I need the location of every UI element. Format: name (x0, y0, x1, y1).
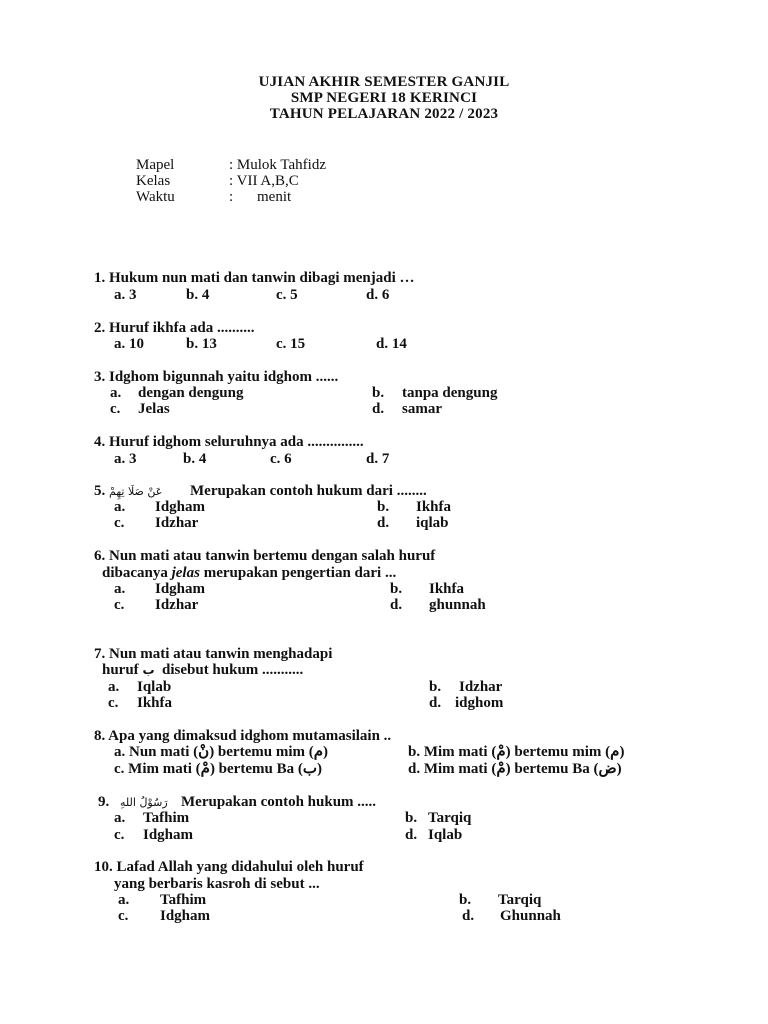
question-7-line-2 (102, 662, 303, 678)
q3-option-c: Jelas (138, 401, 170, 417)
academic-year: TAHUN PELAJARAN 2022 / 2023 (269, 106, 499, 122)
q9-option-d-letter: d. (405, 827, 418, 843)
q6-option-d-letter: d. (390, 597, 403, 613)
q6-emphasis: jelas (171, 565, 200, 581)
q1-option-d: d. 6 (366, 287, 390, 303)
q6-text-pre: dibacanya (102, 565, 168, 581)
q6-text-post: merupakan pengertian dari ... (203, 565, 397, 581)
q7-option-b-letter: b. (429, 679, 442, 695)
q8-option-d: d. Mim mati (مْ) bertemu Ba (ض) (408, 761, 622, 777)
q9-option-b-letter: b. (405, 810, 418, 826)
q9-option-d: Iqlab (428, 827, 463, 843)
q10-option-c: Idgham (160, 908, 211, 924)
q5-option-d: iqlab (416, 515, 449, 531)
question-6-line-1: 6. Nun mati atau tanwin bertemu dengan salah huruf (94, 548, 436, 564)
question-1: 1. Hukum nun mati dan tanwin dibagi menjadi … (94, 270, 415, 286)
question-6-line-2 (102, 565, 396, 581)
question-5-arabic: عَنْ صَلَا تِهِمْ (109, 485, 163, 498)
q7-text-pre: huruf (102, 662, 139, 678)
q7-arabic-letter: ب (142, 663, 155, 677)
q1-option-c: c. 5 (276, 287, 298, 303)
q6-option-b-letter: b. (390, 581, 403, 597)
q3-option-a-letter: a. (110, 385, 122, 401)
q2-option-c: c. 15 (276, 336, 306, 352)
q3-option-a: dengan dengung (138, 385, 244, 401)
q7-option-d: idghom (455, 695, 504, 711)
q2-option-d: d. 14 (376, 336, 407, 352)
q3-option-b: tanpa dengung (402, 385, 498, 401)
waktu-value: menit (257, 189, 292, 205)
q10-option-b-letter: b. (459, 892, 472, 908)
question-3: 3. Idghom bigunnah yaitu idghom ...... (94, 369, 339, 385)
q10-option-d: Ghunnah (500, 908, 561, 924)
q10-option-a: Tafhim (160, 892, 207, 908)
q7-option-a: Iqlab (137, 679, 172, 695)
question-9-arabic: رَسُوْلُ اللهِ (120, 796, 168, 809)
q7-option-c-letter: c. (108, 695, 119, 711)
q1-option-b: b. 4 (186, 287, 210, 303)
q10-option-b: Tarqiq (498, 892, 542, 908)
question-9: Merupakan contoh hukum ..... (181, 794, 377, 810)
q5-option-d-letter: d. (377, 515, 390, 531)
q6-option-a: Idgham (155, 581, 206, 597)
q4-option-b: b. 4 (183, 451, 207, 467)
q7-option-d-letter: d. (429, 695, 442, 711)
q9-option-a-letter: a. (114, 810, 126, 826)
q5-option-c-letter: c. (114, 515, 125, 531)
q8-option-b: b. Mim mati (مْ) bertemu mim (م) (408, 744, 625, 760)
q6-option-a-letter: a. (114, 581, 126, 597)
waktu-label: Waktu (136, 189, 175, 205)
q5-option-a-letter: a. (114, 499, 126, 515)
q10-option-d-letter: d. (462, 908, 475, 924)
q7-option-c: Ikhfa (137, 695, 173, 711)
q3-option-d-letter: d. (372, 401, 385, 417)
q7-option-a-letter: a. (108, 679, 120, 695)
exam-title: UJIAN AKHIR SEMESTER GANJIL (258, 74, 510, 90)
q2-option-a: a. 10 (114, 336, 144, 352)
q9-option-c: Idgham (143, 827, 194, 843)
q10-option-c-letter: c. (118, 908, 129, 924)
q1-option-a: a. 3 (114, 287, 137, 303)
q3-option-d: samar (402, 401, 442, 417)
question-5: Merupakan contoh hukum dari ........ (190, 483, 427, 499)
q8-option-c: c. Mim mati (مْ) bertemu Ba (ب) (114, 761, 322, 777)
q9-option-c-letter: c. (114, 827, 125, 843)
question-7-line-1: 7. Nun mati atau tanwin menghadapi (94, 646, 333, 662)
q3-option-b-letter: b. (372, 385, 385, 401)
mapel-value: : Mulok Tahfidz (229, 157, 326, 173)
q9-option-b: Tarqiq (428, 810, 472, 826)
q5-option-b: Ikhfa (416, 499, 452, 515)
question-4: 4. Huruf idghom seluruhnya ada ............... (94, 434, 364, 450)
q9-option-a: Tafhim (143, 810, 190, 826)
q7-option-b: Idzhar (459, 679, 503, 695)
waktu-colon: : (229, 189, 234, 205)
question-5-number: 5. (94, 483, 106, 499)
q6-option-c: Idzhar (155, 597, 199, 613)
q2-option-b: b. 13 (186, 336, 217, 352)
school-name: SMP NEGERI 18 KERINCI (290, 90, 478, 106)
q7-text-post: disebut hukum ........... (162, 662, 304, 678)
q8-option-a: a. Nun mati (نْ) bertemu mim (م) (114, 744, 329, 760)
q4-option-c: c. 6 (270, 451, 292, 467)
question-8: 8. Apa yang dimaksud idghom mutamasilain .. (94, 728, 392, 744)
q6-option-d: ghunnah (429, 597, 486, 613)
q4-option-d: d. 7 (366, 451, 390, 467)
q4-option-a: a. 3 (114, 451, 137, 467)
q6-option-c-letter: c. (114, 597, 125, 613)
mapel-label: Mapel (136, 157, 175, 173)
question-10-line-1: 10. Lafad Allah yang didahului oleh huruf (94, 859, 364, 875)
q10-option-a-letter: a. (118, 892, 130, 908)
question-10-line-2: yang berbaris kasroh di sebut ... (114, 876, 320, 892)
q5-option-b-letter: b. (377, 499, 390, 515)
kelas-label: Kelas (136, 173, 171, 189)
question-9-number: 9. (98, 794, 110, 810)
q5-option-c: Idzhar (155, 515, 199, 531)
question-2: 2. Huruf ikhfa ada .......... (94, 320, 255, 336)
q3-option-c-letter: c. (110, 401, 121, 417)
kelas-value: : VII A,B,C (229, 173, 299, 189)
q5-option-a: Idgham (155, 499, 206, 515)
q6-option-b: Ikhfa (429, 581, 465, 597)
